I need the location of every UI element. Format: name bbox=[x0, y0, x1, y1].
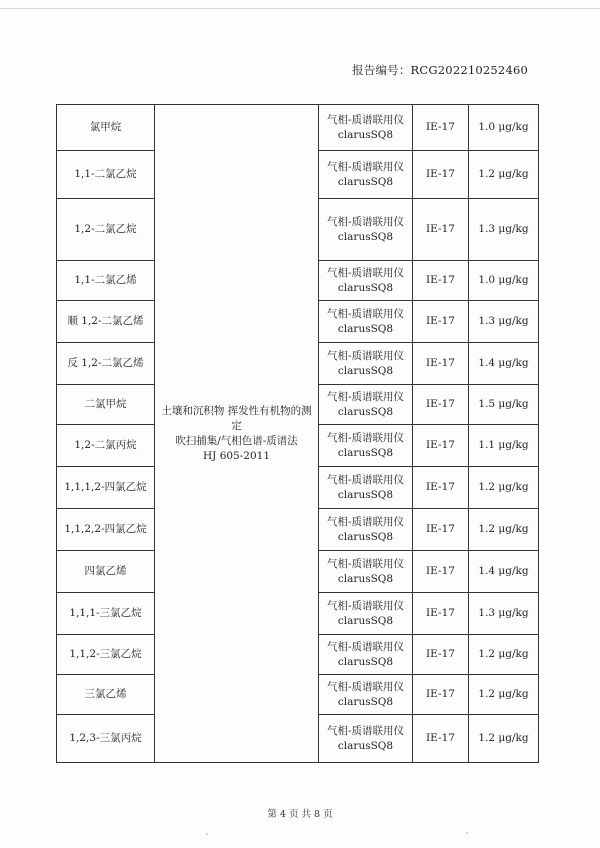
item-cell: 三氯乙烯 bbox=[57, 675, 155, 715]
instrument-code-cell: IE-17 bbox=[413, 261, 469, 301]
instrument-cell bbox=[319, 551, 413, 593]
detection-limit-cell: 1.2 μg/kg bbox=[469, 467, 539, 509]
instrument-cell bbox=[319, 425, 413, 467]
item-cell: 1,1,1-三氯乙烷 bbox=[57, 593, 155, 635]
instrument-model: clarusSQ8 bbox=[337, 281, 394, 294]
instrument-name: 气相-质谱联用仪 bbox=[326, 473, 405, 486]
item-cell: 1,1-二氯乙烯 bbox=[57, 261, 155, 301]
detection-limit-cell: 1.2 μg/kg bbox=[469, 151, 539, 199]
instrument-code-cell: IE-17 bbox=[413, 635, 469, 675]
instrument-model: clarusSQ8 bbox=[337, 655, 394, 668]
instrument-name: 气相-质谱联用仪 bbox=[326, 431, 405, 444]
detection-limit-cell: 1.0 μg/kg bbox=[469, 105, 539, 151]
detection-limit-cell: 1.3 μg/kg bbox=[469, 199, 539, 261]
instrument-model: clarusSQ8 bbox=[337, 572, 394, 585]
instrument-name: 气相-质谱联用仪 bbox=[326, 266, 405, 279]
detection-limit-cell: 1.2 μg/kg bbox=[469, 715, 539, 763]
instrument-cell bbox=[319, 261, 413, 301]
instrument-code-cell: IE-17 bbox=[413, 675, 469, 715]
item-cell: 1,1,1,2-四氯乙烷 bbox=[57, 467, 155, 509]
instrument-code-cell: IE-17 bbox=[413, 105, 469, 151]
method-line1: 土壤和沉积物 挥发性有机物的测定 bbox=[161, 404, 312, 432]
scan-speck bbox=[206, 833, 208, 835]
instrument-code-cell: IE-17 bbox=[413, 151, 469, 199]
instrument-model: clarusSQ8 bbox=[337, 364, 394, 377]
instrument-model: clarusSQ8 bbox=[337, 175, 394, 188]
instrument-cell bbox=[319, 593, 413, 635]
item-cell: 1,2-二氯丙烷 bbox=[57, 425, 155, 467]
instrument-code-cell: IE-17 bbox=[413, 551, 469, 593]
instrument-model: clarusSQ8 bbox=[337, 695, 394, 708]
results-table-body bbox=[57, 105, 539, 763]
instrument-cell bbox=[319, 301, 413, 343]
instrument-name: 气相-质谱联用仪 bbox=[326, 640, 405, 653]
detection-limit-cell: 1.0 μg/kg bbox=[469, 261, 539, 301]
instrument-cell bbox=[319, 509, 413, 551]
detection-limit-cell: 1.2 μg/kg bbox=[469, 675, 539, 715]
instrument-model: clarusSQ8 bbox=[337, 405, 394, 418]
item-cell: 反 1,2-二氯乙烯 bbox=[57, 343, 155, 385]
item-cell: 1,2,3-三氯丙烷 bbox=[57, 715, 155, 763]
instrument-name: 气相-质谱联用仪 bbox=[326, 557, 405, 570]
instrument-code-cell: IE-17 bbox=[413, 385, 469, 425]
instrument-cell bbox=[319, 675, 413, 715]
instrument-name: 气相-质谱联用仪 bbox=[326, 390, 405, 403]
detection-limit-cell: 1.2 μg/kg bbox=[469, 635, 539, 675]
instrument-model: clarusSQ8 bbox=[337, 322, 394, 335]
instrument-model: clarusSQ8 bbox=[337, 530, 394, 543]
page-top-edge bbox=[0, 8, 600, 9]
instrument-cell bbox=[319, 199, 413, 261]
instrument-cell bbox=[319, 635, 413, 675]
detection-limit-cell: 1.5 μg/kg bbox=[469, 385, 539, 425]
instrument-code-cell: IE-17 bbox=[413, 715, 469, 763]
instrument-name: 气相-质谱联用仪 bbox=[326, 599, 405, 612]
instrument-code-cell: IE-17 bbox=[413, 593, 469, 635]
item-cell: 顺 1,2-二氯乙烯 bbox=[57, 301, 155, 343]
report-number: 报告编号：RCG202210252460 bbox=[352, 63, 528, 77]
detection-limit-cell: 1.3 μg/kg bbox=[469, 301, 539, 343]
instrument-cell bbox=[319, 467, 413, 509]
item-cell: 1,1,2,2-四氯乙烷 bbox=[57, 509, 155, 551]
item-cell: 1,2-二氯乙烷 bbox=[57, 199, 155, 261]
method-line3: HJ 605-2011 bbox=[202, 449, 270, 462]
instrument-model: clarusSQ8 bbox=[337, 614, 394, 627]
method-line2: 吹扫捕集/气相色谱-质谱法 bbox=[175, 434, 298, 447]
instrument-code-cell: IE-17 bbox=[413, 301, 469, 343]
detection-limit-cell: 1.4 μg/kg bbox=[469, 343, 539, 385]
method-cell bbox=[155, 105, 319, 763]
instrument-model: clarusSQ8 bbox=[337, 230, 394, 243]
item-cell: 四氯乙烯 bbox=[57, 551, 155, 593]
instrument-cell bbox=[319, 151, 413, 199]
table-row bbox=[57, 105, 539, 151]
instrument-code-cell: IE-17 bbox=[413, 425, 469, 467]
instrument-model: clarusSQ8 bbox=[337, 488, 394, 501]
instrument-cell bbox=[319, 343, 413, 385]
instrument-model: clarusSQ8 bbox=[337, 446, 394, 459]
page-footer: 第 4 页 共 8 页 bbox=[267, 809, 333, 820]
instrument-name: 气相-质谱联用仪 bbox=[326, 680, 405, 693]
results-table bbox=[56, 104, 539, 763]
instrument-name: 气相-质谱联用仪 bbox=[326, 724, 405, 737]
instrument-cell bbox=[319, 105, 413, 151]
instrument-model: clarusSQ8 bbox=[337, 128, 394, 141]
instrument-name: 气相-质谱联用仪 bbox=[326, 515, 405, 528]
item-cell: 二氯甲烷 bbox=[57, 385, 155, 425]
instrument-code-cell: IE-17 bbox=[413, 467, 469, 509]
item-cell: 1,1,2-三氯乙烷 bbox=[57, 635, 155, 675]
instrument-model: clarusSQ8 bbox=[337, 739, 394, 752]
detection-limit-cell: 1.4 μg/kg bbox=[469, 551, 539, 593]
instrument-name: 气相-质谱联用仪 bbox=[326, 307, 405, 320]
instrument-code-cell: IE-17 bbox=[413, 509, 469, 551]
instrument-cell bbox=[319, 715, 413, 763]
instrument-name: 气相-质谱联用仪 bbox=[326, 160, 405, 173]
item-cell: 1,1-二氯乙烷 bbox=[57, 151, 155, 199]
detection-limit-cell: 1.1 μg/kg bbox=[469, 425, 539, 467]
instrument-name: 气相-质谱联用仪 bbox=[326, 215, 405, 228]
instrument-cell bbox=[319, 385, 413, 425]
detection-limit-cell: 1.2 μg/kg bbox=[469, 509, 539, 551]
instrument-name: 气相-质谱联用仪 bbox=[326, 113, 405, 126]
detection-limit-cell: 1.3 μg/kg bbox=[469, 593, 539, 635]
item-cell: 氯甲烷 bbox=[57, 105, 155, 151]
instrument-name: 气相-质谱联用仪 bbox=[326, 349, 405, 362]
instrument-code-cell: IE-17 bbox=[413, 343, 469, 385]
scan-speck bbox=[466, 832, 468, 834]
instrument-code-cell: IE-17 bbox=[413, 199, 469, 261]
